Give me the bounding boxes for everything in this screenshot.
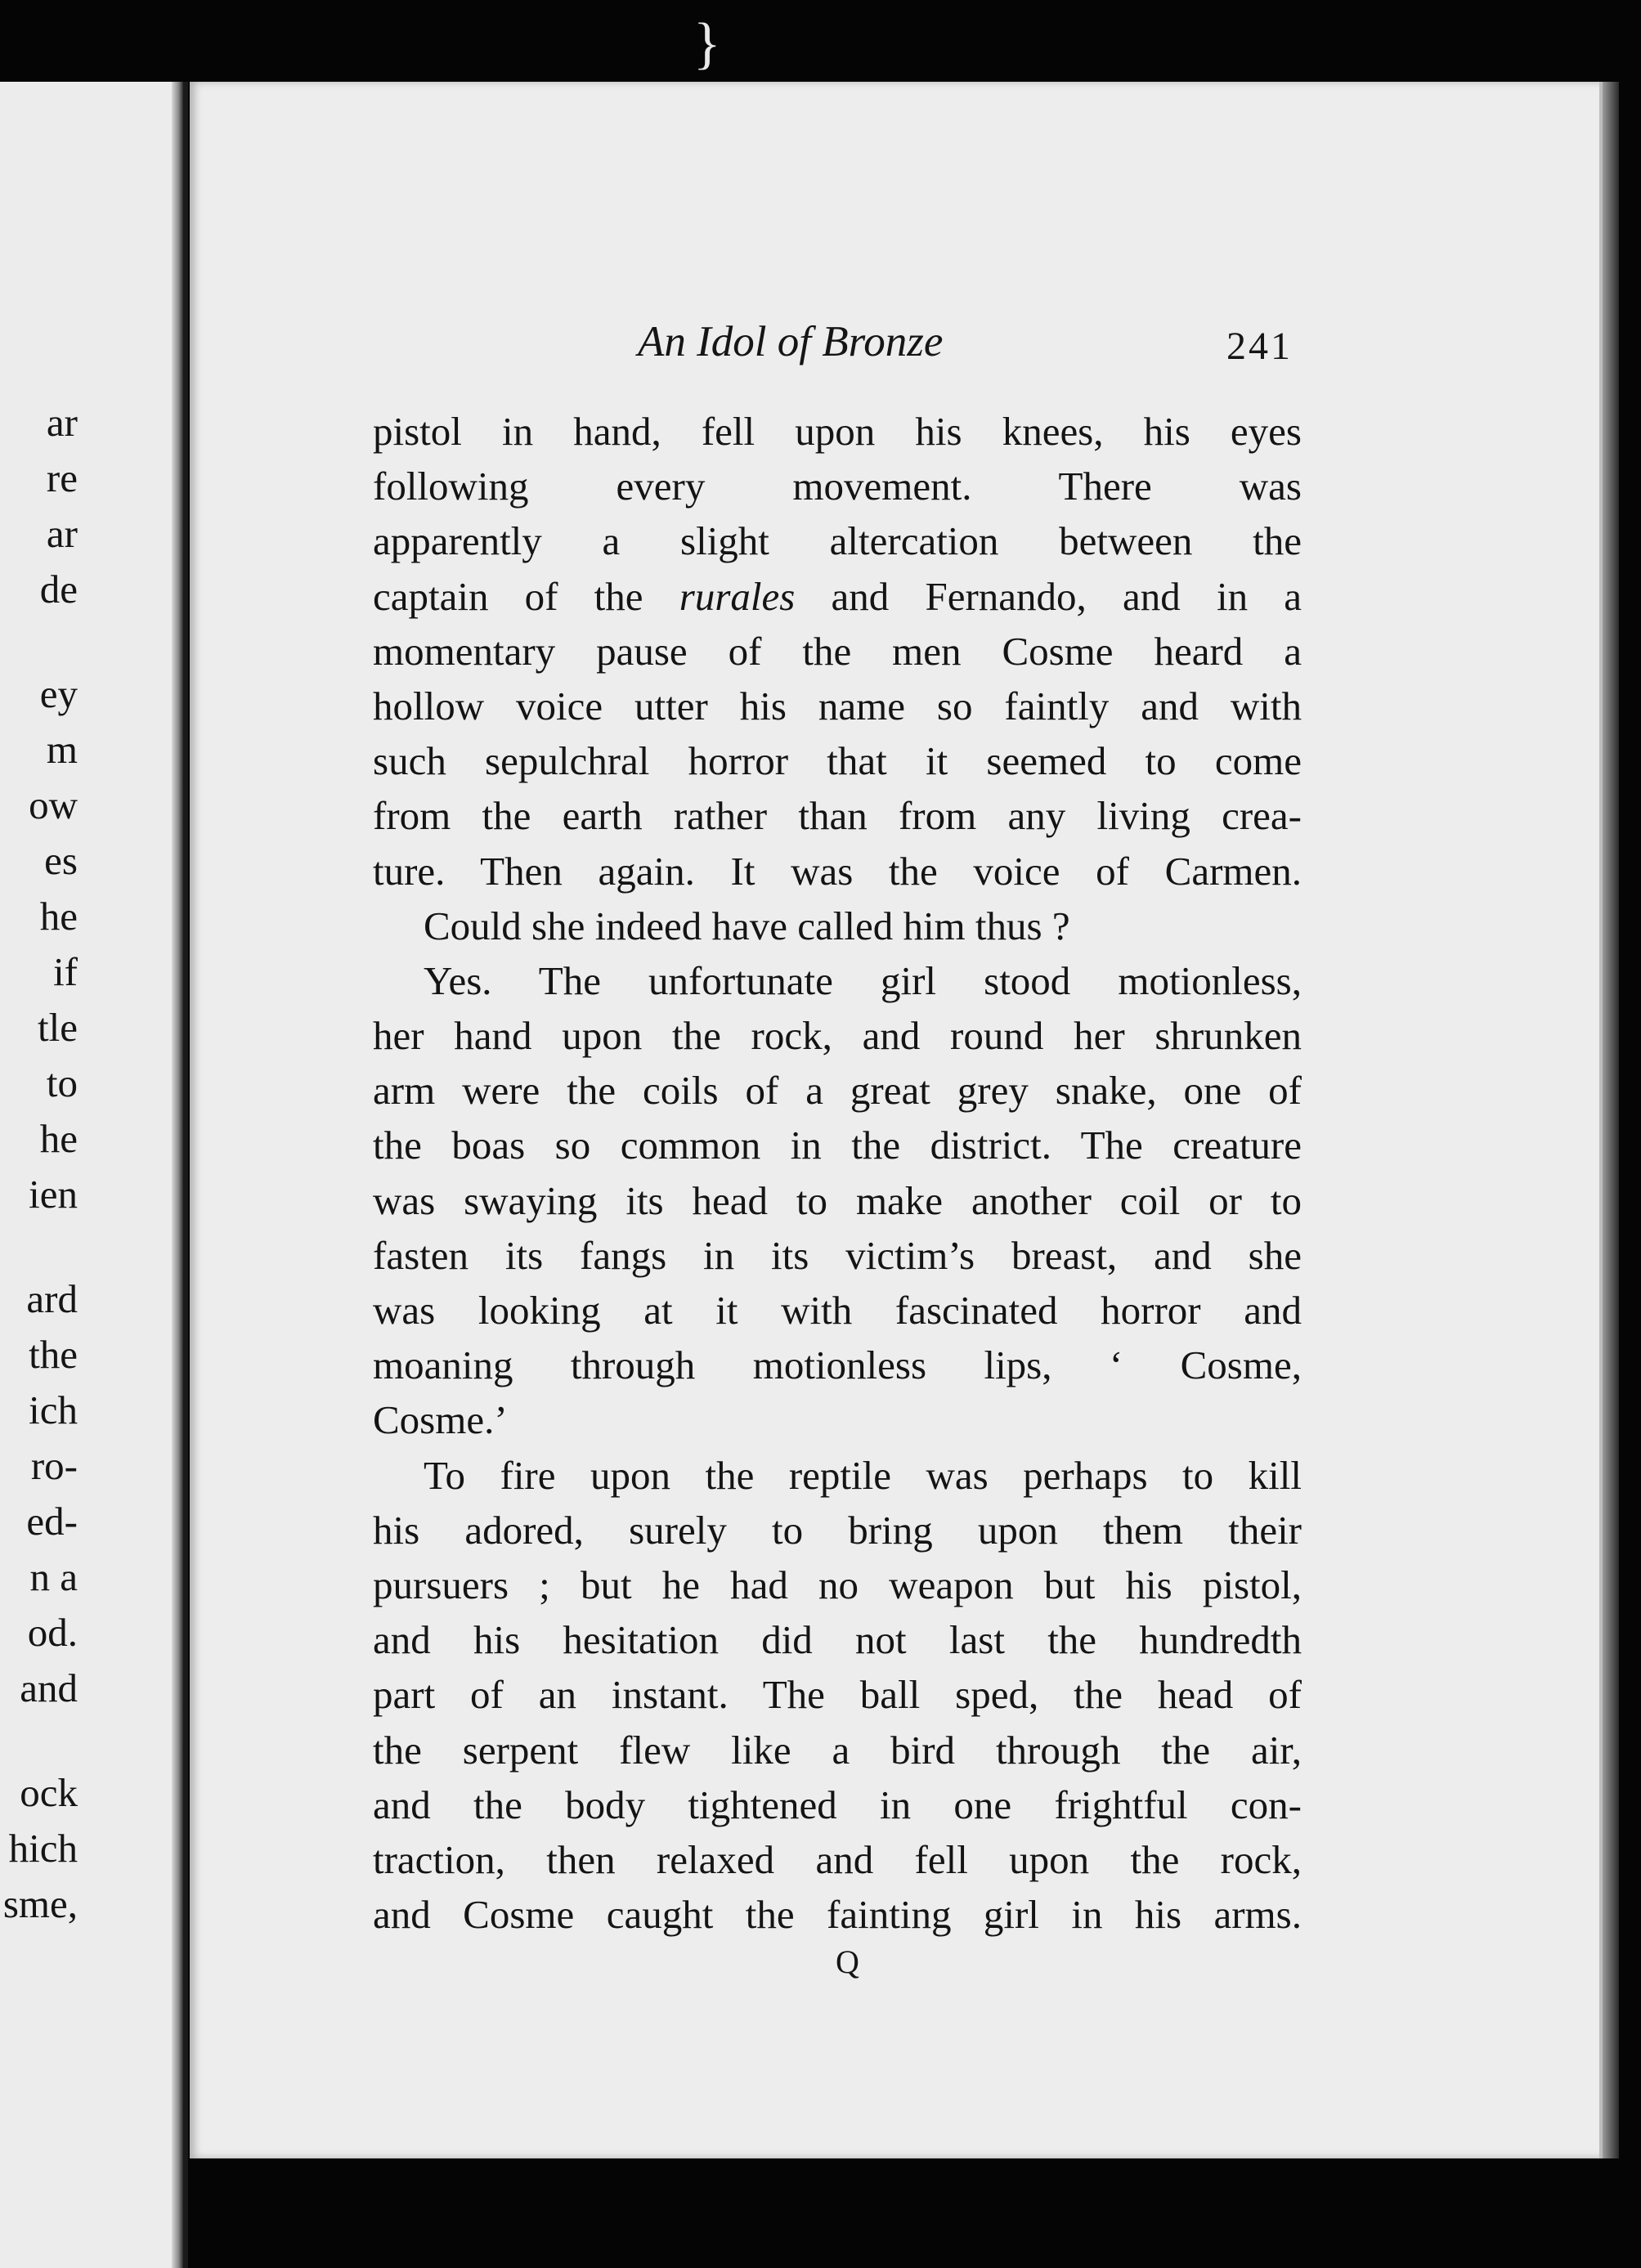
left-page-line-fragment: de <box>39 567 78 612</box>
text-line: and Cosme caught the fainting girl in his arms. <box>373 1892 1302 1938</box>
text-line: Could she indeed have called him thus ? <box>424 903 1070 948</box>
text-line: pursuers ; but he had no weapon but his pistol, <box>373 1562 1302 1607</box>
left-page-line-fragment: es <box>44 838 78 883</box>
left-page-line-fragment: and <box>20 1665 78 1710</box>
text-line: pistol in hand, fell upon his knees, his eyes <box>373 409 1302 454</box>
book-spine-shadow <box>172 82 183 2268</box>
text-line: To fire upon the reptile was perhaps to kill <box>424 1452 1302 1498</box>
left-page-line-fragment: ro- <box>30 1443 78 1488</box>
text-line: his adored, surely to bring upon them their <box>373 1507 1302 1553</box>
text-line: fasten its fangs in its victim’s breast, and she <box>373 1232 1302 1278</box>
left-page-line-fragment: to <box>46 1060 78 1105</box>
text-line: her hand upon the rock, and round her shrunken <box>373 1013 1302 1059</box>
page-edge-shadow <box>1603 82 1619 2158</box>
text-line: the serpent flew like a bird through the air, <box>373 1727 1302 1773</box>
text-line: traction, then relaxed and fell upon the rock, <box>373 1836 1302 1882</box>
left-page-line-fragment: ar <box>46 400 78 445</box>
left-page-line-fragment: n a <box>29 1554 78 1599</box>
italic-word-rurales: rurales <box>679 573 796 619</box>
left-page-line-fragment: ock <box>20 1770 78 1815</box>
left-page-line-fragment: sme, <box>2 1881 78 1926</box>
text-line: and his hesitation did not last the hundredth <box>373 1617 1302 1663</box>
text-line: momentary pause of the men Cosme heard a <box>373 628 1302 674</box>
text-line: was swaying its head to make another coil or to <box>373 1177 1302 1223</box>
left-page-line-fragment: ien <box>29 1172 78 1217</box>
left-page-line-fragment: re <box>46 455 78 500</box>
left-page-line-fragment: he <box>39 894 78 939</box>
left-page-line-fragment: ed- <box>26 1499 78 1544</box>
text-line: arm were the coils of a great grey snake, one of <box>373 1068 1302 1114</box>
text-line: Cosme.’ <box>373 1397 508 1443</box>
left-page-line-fragment: tle <box>38 1005 78 1050</box>
left-page-line-fragment: ard <box>26 1276 78 1321</box>
text-line: moaning through motionless lips, ‘ Cosme, <box>373 1342 1302 1388</box>
top-scan-artifact: } <box>693 12 721 75</box>
text-line: hollow voice utter his name so faintly and with <box>373 683 1302 728</box>
running-head: An Idol of Bronze <box>638 318 944 365</box>
text-line: apparently a slight altercation between the <box>373 518 1302 564</box>
left-page-line-fragment: the <box>29 1332 78 1377</box>
text-line: such sepulchral horror that it seemed to come <box>373 738 1302 784</box>
left-page-line-fragment: hich <box>8 1826 78 1871</box>
left-page-line-fragment: ey <box>39 671 78 716</box>
text-line: and the body tightened in one frightful con- <box>373 1782 1302 1827</box>
left-facing-page <box>0 82 188 2268</box>
text-line: the boas so common in the district. The creature <box>373 1123 1302 1168</box>
text-line: Yes. The unfortunate girl stood motionless, <box>424 957 1302 1003</box>
left-page-line-fragment: if <box>53 949 78 994</box>
body-text <box>373 404 1302 1942</box>
left-page-line-fragment: he <box>39 1116 78 1161</box>
text-line: ture. Then again. It was the voice of Carmen. <box>373 848 1302 894</box>
left-page-line-fragment: ar <box>46 511 78 556</box>
page-number: 241 <box>1226 325 1293 368</box>
signature-mark: Q <box>836 1943 859 1980</box>
left-page-line-fragment: ow <box>29 782 78 827</box>
text-line: part of an instant. The ball sped, the head of <box>373 1672 1302 1718</box>
text-line: was looking at it with fascinated horror and <box>373 1288 1302 1333</box>
text-line-with-italic: captain of the rurales and Fernando, and in a <box>373 573 1302 619</box>
left-page-line-fragment: m <box>46 727 78 772</box>
left-page-line-fragment: ich <box>29 1387 78 1432</box>
text-line: following every movement. There was <box>373 464 1302 509</box>
left-page-line-fragment: od. <box>27 1610 78 1655</box>
text-line: from the earth rather than from any living crea- <box>373 793 1302 839</box>
